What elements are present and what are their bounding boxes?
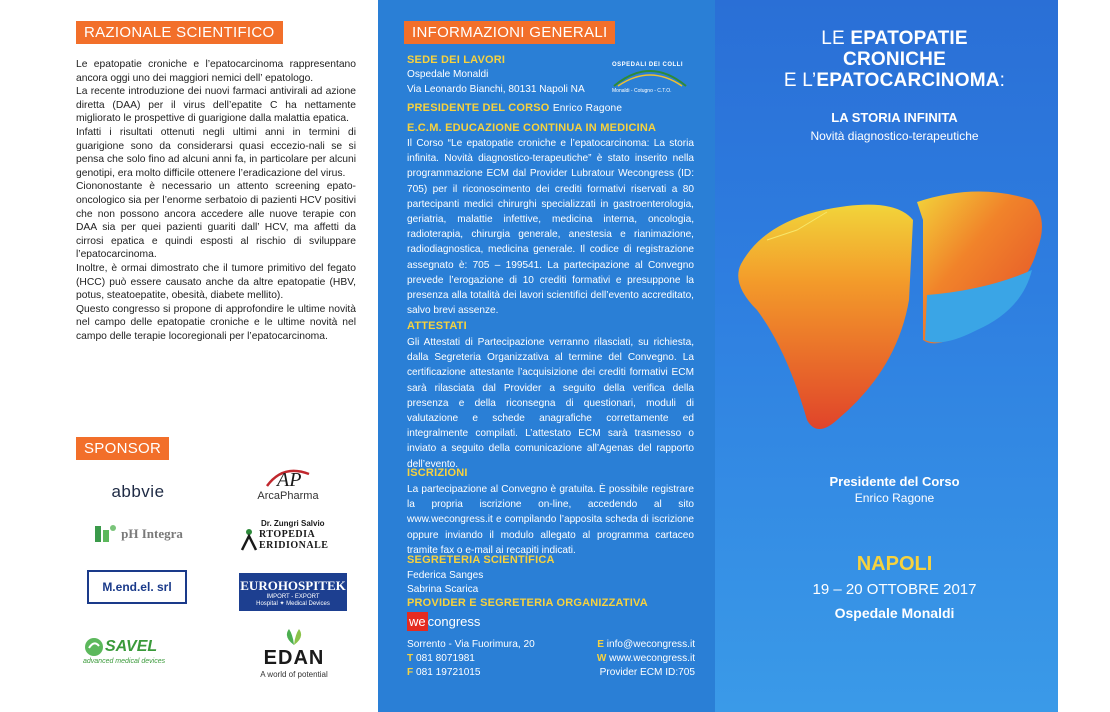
ecm-paragraph: Il Corso “Le epatopatie croniche e l’epatocarcinoma: La storia infinita. Novità diagnostico-terapeutiche” è stato inserito nella programmazione ECM dal Provider Lubratour Wecongress (ID: 705) per il riconoscimento dei crediti formativi riservati a 80 partecipanti medici chirurghi specializzati in gastroenterologia, geriatria, malattie infettive, medicina interna, oncologia, radioterapia, chirurgia generale, anestesia e rianimazione, radiodiagnostica, medicina generale. Il codice di registrazione assegnato è: 705 – 199541. La partecipazione al Convegno prevede l’erogazione di 10 crediti formativi e presuppone la presenza alla totalità dei lavori scientifici dell’evento accreditato, salvo brevi assenze.: [407, 138, 694, 317]
razionale-paragraph: Infatti i risultati ottenuti negli ultimi anni in termini di guarigione sono da considerarsi quasi eccezio-nali se si pensa che solo fino ad alcuni anni fa, in particolare per alcuni genotipi, era molto difficile ottenere l’eradicazione del virus.: [76, 126, 356, 179]
sede-line-2: Via Leonardo Bianchi, 80131 Napoli NA: [407, 84, 585, 95]
arcapharma-mark-icon: [263, 464, 313, 490]
segreteria-name-1: Federica Sanges: [407, 570, 484, 581]
web-address: www.wecongress.it: [609, 653, 695, 664]
razionale-paragraph: La recente introduzione dei nuovi farmaci antivirali ad azione diretta (DAA) per il virus dell’epatite C ha nettamente migliorato le prospettive di guarigione dalla malattia epatica.: [76, 86, 356, 125]
presidente-name-right: Enrico Ragone: [854, 491, 935, 505]
title-part-bold: CRONICHE: [843, 49, 946, 70]
iscrizioni-text: [407, 482, 694, 558]
title-line-3: [723, 70, 1066, 91]
provider-email: [597, 638, 695, 652]
attestati-heading: ATTESTATI: [407, 320, 467, 332]
ph-integra-text: pH Integra: [121, 526, 183, 541]
savel-sub: advanced medical devices: [83, 657, 166, 665]
abbvie-logo-text: abbvie: [111, 482, 165, 501]
edan-leaf-icon: [281, 627, 307, 647]
razionale-text: [76, 58, 356, 343]
middle-panel: [378, 0, 715, 712]
provider-ecm-id: Provider ECM ID:705: [599, 667, 695, 678]
meridionale-word: ERIDIONALE: [259, 539, 329, 551]
sponsor-header: SPONSOR: [76, 437, 169, 460]
provider-phone: [407, 652, 475, 666]
fax-prefix: F: [407, 667, 414, 678]
phone-number: 081 8071981: [415, 653, 475, 664]
title-line-1: [723, 28, 1066, 49]
phone-prefix: T: [407, 653, 414, 664]
ospedali-logo-sub: Monaldi - Cotugno - C.T.O.: [612, 88, 672, 94]
fax-number: 081 19721015: [415, 667, 481, 678]
provider-fax: [407, 666, 481, 680]
title-part: :: [999, 70, 1006, 91]
subtitle: Novità diagnostico-terapeutiche: [810, 129, 979, 143]
zungri-name: Dr. Zungri Salvio: [261, 518, 325, 528]
wecongress-logo: [407, 612, 480, 631]
wecongress-congress: congress: [427, 614, 481, 629]
title-part-bold: EPATOCARCINOMA: [816, 70, 1000, 91]
razionale-paragraph: Questo congresso si propone di approfondire le ultime novità nel campo delle epatopatie croniche e le ultime novità nel campo delle terapie locoregionali per l’epatocarcinoma.: [76, 303, 356, 342]
venue: Ospedale Monaldi: [834, 605, 955, 621]
sede-line-1: Ospedale Monaldi: [407, 69, 489, 80]
web-prefix: W: [596, 653, 607, 664]
arcapharma-mark-text: AP: [277, 469, 302, 490]
savel-logo: [83, 630, 203, 670]
iscrizioni-paragraph: La partecipazione al Convegno è gratuita. È possibile registrare la propria iscrizione on-line, accedendo al sito www.wecongress.it e compilando l’apposita scheda di iscrizione oppure inviando il modulo allegato al programma cartaceo tramite fax o e-mail ai recapiti indicati.: [407, 484, 694, 556]
attestati-text: [407, 335, 694, 472]
city: NAPOLI: [856, 553, 933, 575]
razionale-header: RAZIONALE SCIENTIFICO: [76, 21, 283, 44]
eurohospitek-logo: [239, 573, 347, 611]
provider-heading: PROVIDER E SEGRETERIA ORGANIZZATIVA: [407, 597, 648, 609]
abbvie-logo: [83, 480, 193, 504]
title-part: E L’: [783, 70, 817, 91]
dates: 19 – 20 OTTOBRE 2017: [812, 581, 977, 598]
title-part-bold: EPATOPATIE: [850, 28, 968, 49]
provider-address: Sorrento - Via Fuorimura, 20: [407, 639, 535, 650]
iscrizioni-heading: ISCRIZIONI: [407, 467, 468, 479]
segreteria-heading: SEGRETERIA SCIENTIFICA: [407, 554, 555, 566]
ospedali-logo-title: OSPEDALI DEI COLLI: [612, 62, 684, 68]
presidente-heading-label: PRESIDENTE DEL CORSO: [407, 102, 550, 114]
email-address: info@wecongress.it: [606, 639, 695, 650]
eurohospitek-sub: IMPORT - EXPORT: [266, 593, 320, 600]
savel-leaf-icon: [83, 636, 105, 658]
edan-text: EDAN: [263, 647, 325, 669]
ortopedia-meridionale-logo: [239, 515, 349, 555]
presidente-name: Enrico Ragone: [552, 103, 623, 114]
title-part: LE: [821, 28, 851, 49]
presidente-heading: [407, 102, 622, 114]
eurohospitek-name: EUROHOSPITEK: [240, 577, 346, 593]
mendel-text: M.end.el. srl: [102, 580, 172, 594]
arcapharma-logo: [233, 462, 343, 504]
ortopedia-figure-icon: [239, 528, 259, 552]
right-panel: [715, 0, 1058, 712]
informazioni-header: INFORMAZIONI GENERALI: [404, 21, 615, 44]
left-panel: [63, 0, 356, 712]
razionale-paragraph: Inoltre, è ormai dimostrato che il tumore primitivo del fegato (HCC) può essere causato anche da altre epatopatie (HBV, potus, steatoepatite, obesità, diabete mellito).: [76, 262, 356, 302]
arcapharma-label: ArcaPharma: [257, 490, 319, 502]
sede-heading: SEDE DEI LAVORI: [407, 54, 506, 66]
edan-tagline: A world of potential: [260, 670, 328, 679]
presidente-label: Presidente del Corso: [829, 474, 960, 489]
email-prefix: E: [597, 639, 604, 650]
ecm-text: [407, 136, 694, 318]
razionale-paragraph: Le epatopatie croniche e l’epatocarcinoma rappresentano ancora oggi uno dei maggiori nemici dell’ epatologo.: [76, 59, 356, 84]
ospedali-dei-colli-logo: [608, 58, 692, 98]
segreteria-name-2: Sabrina Scarica: [407, 584, 479, 595]
ph-integra-icon: [93, 522, 117, 546]
eurohospitek-tag: Hospital ✦ Medical Devices: [256, 600, 330, 607]
wecongress-we: we: [409, 614, 426, 629]
title-line-2: [723, 49, 1066, 70]
mendel-logo: [87, 570, 187, 604]
savel-text: SAVEL: [105, 637, 158, 655]
ortopedia-word: RTOPEDIA: [259, 528, 316, 540]
attestati-paragraph: Gli Attestati di Partecipazione verranno rilasciati, su richiesta, dalla Segreteria Organizzativa al termine del Convegno. La certificazione attestante l’acquisizione dei crediti formativi ECM sarà rilasciata dal Provider a seguito della verifica della presenza e della riconsegna di questionari, moduli di valutazione e schede anagrafiche correttamente ed integralmente compilati. L’attestato ECM sarà trasmesso o inviato a seguito della comunicazione all’Agenas del rapporto dell’evento.: [407, 337, 694, 470]
provider-web: [597, 652, 695, 666]
edan-logo: [239, 622, 349, 684]
razionale-paragraph: Ciononostante è necessario un attento screening epato-oncologico sia per l’enorme serbatoio di pazienti HCV positivi che non possono ancora accedere alle nuove terapie con DAA sia per quei pazienti guariti dall’ HCV, ma affetti da cirrosi epatica e quindi esposti al rischio di sviluppare l’epatocarcinoma.: [76, 181, 356, 261]
ph-integra-logo: [83, 520, 193, 548]
subtitle-bold: LA STORIA INFINITA: [831, 110, 958, 125]
liver-illustration: [727, 180, 1057, 440]
ecm-heading: E.C.M. EDUCAZIONE CONTINUA IN MEDICINA: [407, 122, 657, 134]
